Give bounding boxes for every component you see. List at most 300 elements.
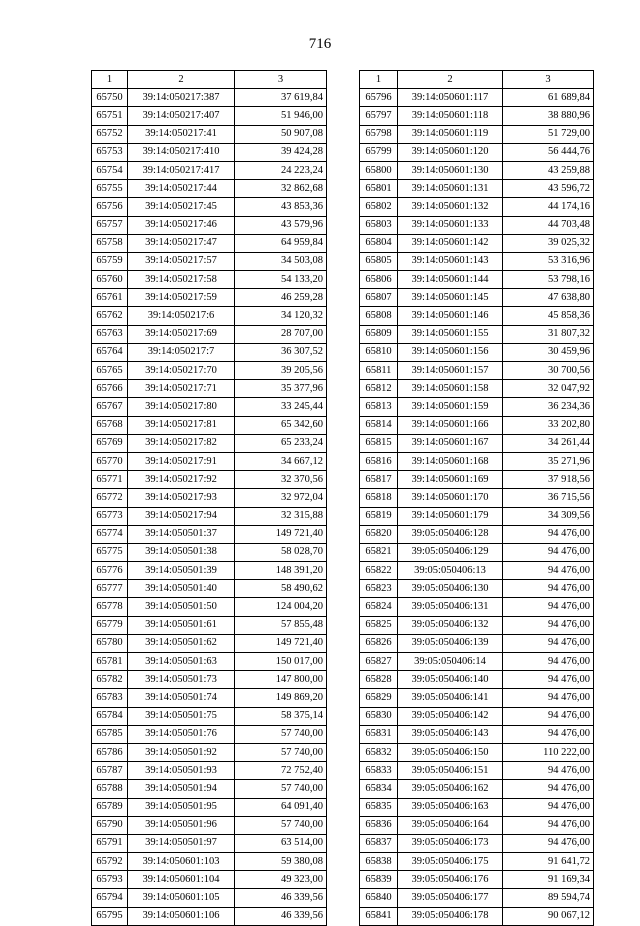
table-row bbox=[360, 525, 594, 543]
row-number-cell: 65775 bbox=[92, 543, 128, 561]
row-number-cell: 65840 bbox=[360, 889, 398, 907]
cadastral-number-cell: 39:14:050601:131 bbox=[398, 180, 503, 198]
row-number-cell: 65803 bbox=[360, 216, 398, 234]
value-cell: 150 017,00 bbox=[235, 653, 327, 671]
value-cell: 64 959,84 bbox=[235, 234, 327, 252]
row-number-cell: 65792 bbox=[92, 853, 128, 871]
cadastral-number-cell: 39:14:050501:76 bbox=[128, 725, 235, 743]
table-row bbox=[360, 489, 594, 507]
table-row bbox=[92, 598, 327, 616]
value-cell: 34 120,32 bbox=[235, 307, 327, 325]
cadastral-number-cell: 39:14:050217:410 bbox=[128, 143, 235, 161]
cadastral-number-cell: 39:14:050501:40 bbox=[128, 580, 235, 598]
table-row bbox=[360, 89, 594, 107]
cadastral-number-cell: 39:14:050501:37 bbox=[128, 525, 235, 543]
value-cell: 51 729,00 bbox=[503, 125, 594, 143]
table-row bbox=[360, 634, 594, 652]
value-cell: 44 703,48 bbox=[503, 216, 594, 234]
value-cell: 57 740,00 bbox=[235, 743, 327, 761]
table-row bbox=[360, 689, 594, 707]
value-cell: 94 476,00 bbox=[503, 780, 594, 798]
cadastral-number-cell: 39:14:050217:70 bbox=[128, 362, 235, 380]
table-row bbox=[360, 289, 594, 307]
table-row bbox=[92, 471, 327, 489]
row-number-cell: 65796 bbox=[360, 89, 398, 107]
table-row bbox=[92, 907, 327, 925]
value-cell: 94 476,00 bbox=[503, 707, 594, 725]
value-cell: 124 004,20 bbox=[235, 598, 327, 616]
row-number-cell: 65760 bbox=[92, 271, 128, 289]
table-row bbox=[360, 216, 594, 234]
table-row bbox=[360, 434, 594, 452]
row-number-cell: 65823 bbox=[360, 580, 398, 598]
cadastral-number-cell: 39:14:050601:157 bbox=[398, 362, 503, 380]
cadastral-number-cell: 39:14:050501:95 bbox=[128, 798, 235, 816]
cadastral-number-cell: 39:14:050501:61 bbox=[128, 616, 235, 634]
table-row bbox=[92, 525, 327, 543]
value-cell: 94 476,00 bbox=[503, 689, 594, 707]
row-number-cell: 65756 bbox=[92, 198, 128, 216]
row-number-cell: 65804 bbox=[360, 234, 398, 252]
table-row bbox=[92, 271, 327, 289]
cadastral-number-cell: 39:14:050501:62 bbox=[128, 634, 235, 652]
row-number-cell: 65766 bbox=[92, 380, 128, 398]
table-row bbox=[92, 216, 327, 234]
value-cell: 33 202,80 bbox=[503, 416, 594, 434]
cadastral-number-cell: 39:05:050406:129 bbox=[398, 543, 503, 561]
value-cell: 94 476,00 bbox=[503, 798, 594, 816]
column-header-number: 1 bbox=[360, 71, 398, 89]
table-row bbox=[360, 343, 594, 361]
table-row bbox=[92, 362, 327, 380]
value-cell: 148 391,20 bbox=[235, 562, 327, 580]
table-row bbox=[92, 343, 327, 361]
column-header-cadastral: 2 bbox=[398, 71, 503, 89]
cadastral-number-cell: 39:14:050601:155 bbox=[398, 325, 503, 343]
table-row bbox=[92, 707, 327, 725]
table-row bbox=[92, 507, 327, 525]
value-cell: 53 316,96 bbox=[503, 252, 594, 270]
table-row bbox=[360, 507, 594, 525]
value-cell: 94 476,00 bbox=[503, 725, 594, 743]
value-cell: 32 862,68 bbox=[235, 180, 327, 198]
row-number-cell: 65810 bbox=[360, 343, 398, 361]
cadastral-number-cell: 39:05:050406:150 bbox=[398, 743, 503, 761]
value-cell: 94 476,00 bbox=[503, 653, 594, 671]
table-row bbox=[92, 834, 327, 852]
row-number-cell: 65762 bbox=[92, 307, 128, 325]
table-row bbox=[360, 125, 594, 143]
value-cell: 61 689,84 bbox=[503, 89, 594, 107]
row-number-cell: 65834 bbox=[360, 780, 398, 798]
row-number-cell: 65769 bbox=[92, 434, 128, 452]
cadastral-number-cell: 39:14:050501:38 bbox=[128, 543, 235, 561]
table-row bbox=[360, 743, 594, 761]
row-number-cell: 65763 bbox=[92, 325, 128, 343]
row-number-cell: 65798 bbox=[360, 125, 398, 143]
value-cell: 39 025,32 bbox=[503, 234, 594, 252]
row-number-cell: 65832 bbox=[360, 743, 398, 761]
value-cell: 72 752,40 bbox=[235, 762, 327, 780]
row-number-cell: 65825 bbox=[360, 616, 398, 634]
cadastral-number-cell: 39:14:050217:91 bbox=[128, 452, 235, 470]
cadastral-number-cell: 39:05:050406:130 bbox=[398, 580, 503, 598]
cadastral-number-cell: 39:14:050601:159 bbox=[398, 398, 503, 416]
cadastral-number-cell: 39:05:050406:173 bbox=[398, 834, 503, 852]
value-cell: 57 740,00 bbox=[235, 816, 327, 834]
cadastral-number-cell: 39:05:050406:175 bbox=[398, 853, 503, 871]
row-number-cell: 65814 bbox=[360, 416, 398, 434]
row-number-cell: 65777 bbox=[92, 580, 128, 598]
row-number-cell: 65811 bbox=[360, 362, 398, 380]
table-row bbox=[92, 107, 327, 125]
table-row bbox=[360, 780, 594, 798]
value-cell: 57 740,00 bbox=[235, 780, 327, 798]
row-number-cell: 65768 bbox=[92, 416, 128, 434]
cadastral-number-cell: 39:05:050406:162 bbox=[398, 780, 503, 798]
row-number-cell: 65828 bbox=[360, 671, 398, 689]
row-number-cell: 65831 bbox=[360, 725, 398, 743]
table-row bbox=[360, 362, 594, 380]
row-number-cell: 65819 bbox=[360, 507, 398, 525]
value-cell: 58 028,70 bbox=[235, 543, 327, 561]
value-cell: 49 323,00 bbox=[235, 871, 327, 889]
row-number-cell: 65778 bbox=[92, 598, 128, 616]
row-number-cell: 65783 bbox=[92, 689, 128, 707]
cadastral-number-cell: 39:14:050601:120 bbox=[398, 143, 503, 161]
value-cell: 91 169,34 bbox=[503, 871, 594, 889]
cadastral-number-cell: 39:14:050217:81 bbox=[128, 416, 235, 434]
cadastral-number-cell: 39:05:050406:178 bbox=[398, 907, 503, 925]
table-row bbox=[92, 198, 327, 216]
cadastral-number-cell: 39:14:050217:93 bbox=[128, 489, 235, 507]
row-number-cell: 65765 bbox=[92, 362, 128, 380]
data-table-right bbox=[359, 70, 594, 926]
row-number-cell: 65818 bbox=[360, 489, 398, 507]
value-cell: 64 091,40 bbox=[235, 798, 327, 816]
row-number-cell: 65776 bbox=[92, 562, 128, 580]
row-number-cell: 65785 bbox=[92, 725, 128, 743]
row-number-cell: 65795 bbox=[92, 907, 128, 925]
value-cell: 51 946,00 bbox=[235, 107, 327, 125]
row-number-cell: 65751 bbox=[92, 107, 128, 125]
table-row bbox=[360, 580, 594, 598]
cadastral-number-cell: 39:14:050601:118 bbox=[398, 107, 503, 125]
value-cell: 34 261,44 bbox=[503, 434, 594, 452]
cadastral-number-cell: 39:14:050217:407 bbox=[128, 107, 235, 125]
value-cell: 33 245,44 bbox=[235, 398, 327, 416]
value-cell: 46 339,56 bbox=[235, 907, 327, 925]
table-row bbox=[92, 725, 327, 743]
value-cell: 94 476,00 bbox=[503, 616, 594, 634]
table-row bbox=[360, 307, 594, 325]
cadastral-number-cell: 39:05:050406:140 bbox=[398, 671, 503, 689]
table-row bbox=[92, 871, 327, 889]
table-row bbox=[92, 143, 327, 161]
table-row bbox=[92, 853, 327, 871]
table-row bbox=[92, 307, 327, 325]
table-row bbox=[92, 798, 327, 816]
table-row bbox=[92, 325, 327, 343]
cadastral-number-cell: 39:14:050217:46 bbox=[128, 216, 235, 234]
value-cell: 94 476,00 bbox=[503, 816, 594, 834]
row-number-cell: 65821 bbox=[360, 543, 398, 561]
value-cell: 149 721,40 bbox=[235, 525, 327, 543]
row-number-cell: 65779 bbox=[92, 616, 128, 634]
value-cell: 53 798,16 bbox=[503, 271, 594, 289]
table-row bbox=[360, 271, 594, 289]
cadastral-number-cell: 39:14:050217:44 bbox=[128, 180, 235, 198]
cadastral-number-cell: 39:05:050406:141 bbox=[398, 689, 503, 707]
row-number-cell: 65789 bbox=[92, 798, 128, 816]
value-cell: 94 476,00 bbox=[503, 762, 594, 780]
value-cell: 36 715,56 bbox=[503, 489, 594, 507]
value-cell: 32 047,92 bbox=[503, 380, 594, 398]
column-header-number: 1 bbox=[92, 71, 128, 89]
row-number-cell: 65752 bbox=[92, 125, 128, 143]
value-cell: 45 858,36 bbox=[503, 307, 594, 325]
row-number-cell: 65773 bbox=[92, 507, 128, 525]
cadastral-number-cell: 39:05:050406:128 bbox=[398, 525, 503, 543]
row-number-cell: 65799 bbox=[360, 143, 398, 161]
table-row bbox=[92, 180, 327, 198]
value-cell: 90 067,12 bbox=[503, 907, 594, 925]
cadastral-number-cell: 39:05:050406:164 bbox=[398, 816, 503, 834]
cadastral-number-cell: 39:14:050601:133 bbox=[398, 216, 503, 234]
table-row bbox=[360, 853, 594, 871]
row-number-cell: 65815 bbox=[360, 434, 398, 452]
table-row bbox=[360, 725, 594, 743]
row-number-cell: 65770 bbox=[92, 452, 128, 470]
row-number-cell: 65805 bbox=[360, 252, 398, 270]
value-cell: 65 233,24 bbox=[235, 434, 327, 452]
cadastral-number-cell: 39:14:050601:166 bbox=[398, 416, 503, 434]
cadastral-number-cell: 39:14:050601:104 bbox=[128, 871, 235, 889]
row-number-cell: 65790 bbox=[92, 816, 128, 834]
table-row bbox=[360, 325, 594, 343]
value-cell: 37 918,56 bbox=[503, 471, 594, 489]
row-number-cell: 65833 bbox=[360, 762, 398, 780]
row-number-cell: 65788 bbox=[92, 780, 128, 798]
cadastral-number-cell: 39:14:050601:119 bbox=[398, 125, 503, 143]
cadastral-number-cell: 39:14:050501:94 bbox=[128, 780, 235, 798]
cadastral-number-cell: 39:14:050501:92 bbox=[128, 743, 235, 761]
cadastral-number-cell: 39:14:050217:57 bbox=[128, 252, 235, 270]
row-number-cell: 65839 bbox=[360, 871, 398, 889]
value-cell: 149 721,40 bbox=[235, 634, 327, 652]
row-number-cell: 65820 bbox=[360, 525, 398, 543]
cadastral-number-cell: 39:05:050406:176 bbox=[398, 871, 503, 889]
row-number-cell: 65817 bbox=[360, 471, 398, 489]
row-number-cell: 65807 bbox=[360, 289, 398, 307]
cadastral-number-cell: 39:14:050217:58 bbox=[128, 271, 235, 289]
table-row bbox=[360, 416, 594, 434]
value-cell: 38 880,96 bbox=[503, 107, 594, 125]
row-number-cell: 65780 bbox=[92, 634, 128, 652]
table-row bbox=[92, 743, 327, 761]
header-row bbox=[360, 71, 594, 89]
value-cell: 32 370,56 bbox=[235, 471, 327, 489]
row-number-cell: 65837 bbox=[360, 834, 398, 852]
cadastral-number-cell: 39:14:050601:170 bbox=[398, 489, 503, 507]
value-cell: 34 309,56 bbox=[503, 507, 594, 525]
row-number-cell: 65826 bbox=[360, 634, 398, 652]
table-row bbox=[360, 562, 594, 580]
table-row bbox=[360, 653, 594, 671]
cadastral-number-cell: 39:14:050501:50 bbox=[128, 598, 235, 616]
cadastral-number-cell: 39:05:050406:143 bbox=[398, 725, 503, 743]
cadastral-number-cell: 39:05:050406:13 bbox=[398, 562, 503, 580]
table-row bbox=[360, 107, 594, 125]
table-row bbox=[92, 161, 327, 179]
value-cell: 37 619,84 bbox=[235, 89, 327, 107]
value-cell: 34 503,08 bbox=[235, 252, 327, 270]
row-number-cell: 65755 bbox=[92, 180, 128, 198]
cadastral-number-cell: 39:14:050217:59 bbox=[128, 289, 235, 307]
table-row bbox=[92, 562, 327, 580]
table-row bbox=[360, 143, 594, 161]
table-row bbox=[360, 907, 594, 925]
table-row bbox=[92, 580, 327, 598]
table-row bbox=[360, 871, 594, 889]
value-cell: 65 342,60 bbox=[235, 416, 327, 434]
cadastral-number-cell: 39:14:050601:105 bbox=[128, 889, 235, 907]
row-number-cell: 65827 bbox=[360, 653, 398, 671]
row-number-cell: 65784 bbox=[92, 707, 128, 725]
row-number-cell: 65835 bbox=[360, 798, 398, 816]
cadastral-number-cell: 39:14:050601:130 bbox=[398, 161, 503, 179]
value-cell: 35 377,96 bbox=[235, 380, 327, 398]
table-row bbox=[92, 434, 327, 452]
row-number-cell: 65782 bbox=[92, 671, 128, 689]
cadastral-number-cell: 39:05:050406:131 bbox=[398, 598, 503, 616]
row-number-cell: 65787 bbox=[92, 762, 128, 780]
value-cell: 43 579,96 bbox=[235, 216, 327, 234]
cadastral-number-cell: 39:14:050217:69 bbox=[128, 325, 235, 343]
table-row bbox=[92, 416, 327, 434]
column-header-value: 3 bbox=[235, 71, 327, 89]
row-number-cell: 65791 bbox=[92, 834, 128, 852]
value-cell: 94 476,00 bbox=[503, 598, 594, 616]
value-cell: 47 638,80 bbox=[503, 289, 594, 307]
cadastral-number-cell: 39:14:050601:143 bbox=[398, 252, 503, 270]
value-cell: 32 315,88 bbox=[235, 507, 327, 525]
cadastral-number-cell: 39:14:050217:92 bbox=[128, 471, 235, 489]
value-cell: 46 339,56 bbox=[235, 889, 327, 907]
cadastral-number-cell: 39:14:050217:417 bbox=[128, 161, 235, 179]
value-cell: 30 459,96 bbox=[503, 343, 594, 361]
table-row bbox=[360, 380, 594, 398]
value-cell: 54 133,20 bbox=[235, 271, 327, 289]
table-row bbox=[92, 816, 327, 834]
value-cell: 34 667,12 bbox=[235, 452, 327, 470]
cadastral-number-cell: 39:05:050406:14 bbox=[398, 653, 503, 671]
row-number-cell: 65794 bbox=[92, 889, 128, 907]
cadastral-number-cell: 39:14:050217:6 bbox=[128, 307, 235, 325]
value-cell: 28 707,00 bbox=[235, 325, 327, 343]
table-row bbox=[360, 452, 594, 470]
cadastral-number-cell: 39:14:050601:169 bbox=[398, 471, 503, 489]
table-row bbox=[360, 161, 594, 179]
value-cell: 39 424,28 bbox=[235, 143, 327, 161]
table-row bbox=[92, 398, 327, 416]
table-row bbox=[360, 889, 594, 907]
value-cell: 110 222,00 bbox=[503, 743, 594, 761]
value-cell: 91 641,72 bbox=[503, 853, 594, 871]
table-row bbox=[360, 798, 594, 816]
table-row bbox=[360, 616, 594, 634]
value-cell: 94 476,00 bbox=[503, 543, 594, 561]
row-number-cell: 65771 bbox=[92, 471, 128, 489]
cadastral-number-cell: 39:14:050501:73 bbox=[128, 671, 235, 689]
cadastral-number-cell: 39:14:050601:146 bbox=[398, 307, 503, 325]
row-number-cell: 65772 bbox=[92, 489, 128, 507]
table-row bbox=[92, 543, 327, 561]
value-cell: 147 800,00 bbox=[235, 671, 327, 689]
value-cell: 94 476,00 bbox=[503, 525, 594, 543]
value-cell: 58 375,14 bbox=[235, 707, 327, 725]
table-row bbox=[360, 198, 594, 216]
header-row bbox=[92, 71, 327, 89]
table-row bbox=[92, 889, 327, 907]
cadastral-number-cell: 39:14:050217:80 bbox=[128, 398, 235, 416]
cadastral-number-cell: 39:14:050501:39 bbox=[128, 562, 235, 580]
table-row bbox=[360, 707, 594, 725]
cadastral-number-cell: 39:14:050501:97 bbox=[128, 834, 235, 852]
cadastral-number-cell: 39:05:050406:139 bbox=[398, 634, 503, 652]
row-number-cell: 65802 bbox=[360, 198, 398, 216]
cadastral-number-cell: 39:14:050217:71 bbox=[128, 380, 235, 398]
row-number-cell: 65812 bbox=[360, 380, 398, 398]
value-cell: 94 476,00 bbox=[503, 580, 594, 598]
cadastral-number-cell: 39:14:050501:93 bbox=[128, 762, 235, 780]
cadastral-number-cell: 39:14:050601:145 bbox=[398, 289, 503, 307]
row-number-cell: 65750 bbox=[92, 89, 128, 107]
table-row bbox=[92, 634, 327, 652]
table-row bbox=[92, 780, 327, 798]
value-cell: 149 869,20 bbox=[235, 689, 327, 707]
cadastral-number-cell: 39:14:050601:106 bbox=[128, 907, 235, 925]
table-row bbox=[92, 689, 327, 707]
value-cell: 24 223,24 bbox=[235, 161, 327, 179]
value-cell: 43 853,36 bbox=[235, 198, 327, 216]
cadastral-number-cell: 39:14:050601:179 bbox=[398, 507, 503, 525]
value-cell: 59 380,08 bbox=[235, 853, 327, 871]
row-number-cell: 65838 bbox=[360, 853, 398, 871]
cadastral-number-cell: 39:14:050501:63 bbox=[128, 653, 235, 671]
row-number-cell: 65829 bbox=[360, 689, 398, 707]
table-row bbox=[92, 89, 327, 107]
cadastral-number-cell: 39:14:050601:142 bbox=[398, 234, 503, 252]
value-cell: 57 855,48 bbox=[235, 616, 327, 634]
value-cell: 58 490,62 bbox=[235, 580, 327, 598]
value-cell: 46 259,28 bbox=[235, 289, 327, 307]
table-row bbox=[92, 489, 327, 507]
row-number-cell: 65830 bbox=[360, 707, 398, 725]
row-number-cell: 65764 bbox=[92, 343, 128, 361]
row-number-cell: 65806 bbox=[360, 271, 398, 289]
cadastral-number-cell: 39:14:050217:47 bbox=[128, 234, 235, 252]
cadastral-number-cell: 39:14:050601:156 bbox=[398, 343, 503, 361]
cadastral-number-cell: 39:14:050217:94 bbox=[128, 507, 235, 525]
value-cell: 31 807,32 bbox=[503, 325, 594, 343]
table-row bbox=[92, 380, 327, 398]
cadastral-number-cell: 39:14:050217:82 bbox=[128, 434, 235, 452]
cadastral-number-cell: 39:05:050406:132 bbox=[398, 616, 503, 634]
row-number-cell: 65781 bbox=[92, 653, 128, 671]
value-cell: 39 205,56 bbox=[235, 362, 327, 380]
value-cell: 94 476,00 bbox=[503, 671, 594, 689]
